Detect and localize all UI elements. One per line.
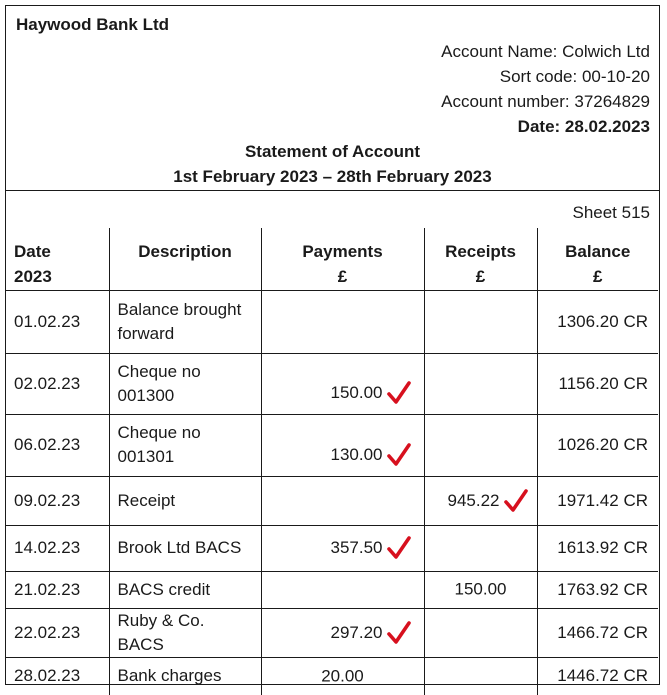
balance-value: 1971.42 CR [557,490,648,510]
receipt-cell [424,476,537,525]
date-cell [6,290,109,353]
receipt-cell [424,571,537,608]
balance-header-label: Balance [565,242,631,261]
statement-period: 1st February 2023 – 28th February 2023 [173,167,492,186]
date-cell [6,414,109,476]
receipt-amount: 150.00 [454,579,507,599]
payment-cell [261,608,424,657]
payment-amount: 20.00 [321,666,364,686]
balance-value: 1156.20 CR [558,373,648,393]
receipts-header-label: Receipts [445,242,516,261]
description-line: Bank charges [117,666,222,686]
payment-cell [261,476,424,525]
payment-cell [261,525,424,571]
description-line: Brook Ltd BACS [117,538,242,557]
payment-cell [261,290,424,353]
description-line: Balance brought [117,299,242,319]
balance-cell [537,657,658,695]
date-cell [6,657,109,695]
date-value: 09.02.23 [14,490,81,510]
date-value: 06.02.23 [14,435,81,454]
date-value: 21.02.23 [14,579,81,599]
receipt-cell [424,290,537,353]
payment-cell [261,657,424,695]
description-line: Cheque no [117,423,201,442]
bank-name: Haywood Bank Ltd [16,15,170,34]
column-header-description: Description [109,228,261,290]
receipt-cell [424,608,537,657]
payment-amount: 297.20 [330,622,383,642]
payment-cell [261,571,424,608]
divider [6,190,659,191]
receipt-cell [424,525,537,571]
statement-title: Statement of Account [244,142,421,161]
checkmark-icon [386,380,412,406]
balance-value: 1466.72 CR [557,622,648,642]
checkmark-icon [386,535,412,561]
description-cell [109,525,261,571]
description-line: Ruby & Co. BACS [117,610,205,654]
bank-statement [5,5,660,685]
balance-header-unit: £ [593,267,603,286]
statement-date: Date: 28.02.2023 [517,117,650,136]
receipt-cell [424,414,537,476]
description-line: 001301 [117,447,175,466]
balance-value: 1613.92 CR [557,538,648,557]
date-value: 14.02.23 [14,538,81,557]
balance-cell [537,525,658,571]
payment-amount: 357.50 [330,538,383,557]
checkmark-icon [503,488,529,514]
receipt-cell [424,353,537,414]
table-row [6,525,658,571]
table-row [6,414,658,476]
date-cell [6,608,109,657]
balance-cell [537,608,658,657]
description-cell [109,476,261,525]
date-value: 01.02.23 [14,311,81,331]
description-line: forward [117,323,175,343]
balance-cell [537,414,658,476]
transactions-table [6,228,658,695]
payments-header-label: Payments [302,242,383,261]
description-cell [109,353,261,414]
column-header-receipts [424,228,537,290]
receipt-amount: 945.22 [447,490,500,510]
description-cell [109,571,261,608]
description-line: Cheque no [117,361,201,381]
balance-cell [537,290,658,353]
balance-value: 1763.92 CR [557,579,648,599]
balance-value: 1026.20 CR [557,435,648,454]
balance-cell [537,476,658,525]
column-header-date [6,228,109,290]
description-cell [109,414,261,476]
table-row [6,571,658,608]
description-line: 001300 [117,385,175,405]
column-header-payments [261,228,424,290]
balance-cell [537,571,658,608]
balance-value: 1446.72 CR [557,666,648,686]
date-header-year: 2023 [14,267,52,286]
account-number: Account number: 37264829 [441,92,650,111]
description-cell [109,290,261,353]
account-name: Account Name: Colwich Ltd [441,42,650,61]
payments-header-unit: £ [337,267,348,286]
receipt-cell [424,657,537,695]
table-row [6,476,658,525]
date-header-label: Date [14,242,51,261]
table-row [6,290,658,353]
date-cell [6,571,109,608]
balance-cell [537,353,658,414]
description-line: BACS credit [117,579,211,599]
description-cell [109,657,261,695]
date-cell [6,476,109,525]
payment-amount: 130.00 [330,444,383,464]
payment-amount: 150.00 [330,382,383,402]
table-header-row [6,228,658,290]
sort-code: Sort code: 00-10-20 [499,67,650,86]
balance-value: 1306.20 CR [557,311,648,331]
table-row [6,608,658,657]
receipts-header-unit: £ [475,267,486,286]
sheet-number: Sheet 515 [572,203,650,222]
payment-cell [261,414,424,476]
date-value: 02.02.23 [14,373,81,393]
date-value: 22.02.23 [14,622,81,642]
table-row [6,657,658,695]
description-line: Receipt [117,490,176,510]
date-value: 28.02.23 [14,666,81,686]
date-cell [6,353,109,414]
column-header-balance [537,228,658,290]
checkmark-icon [386,620,412,646]
description-cell [109,608,261,657]
checkmark-icon [386,442,412,468]
table-row [6,353,658,414]
payment-cell [261,353,424,414]
date-cell [6,525,109,571]
